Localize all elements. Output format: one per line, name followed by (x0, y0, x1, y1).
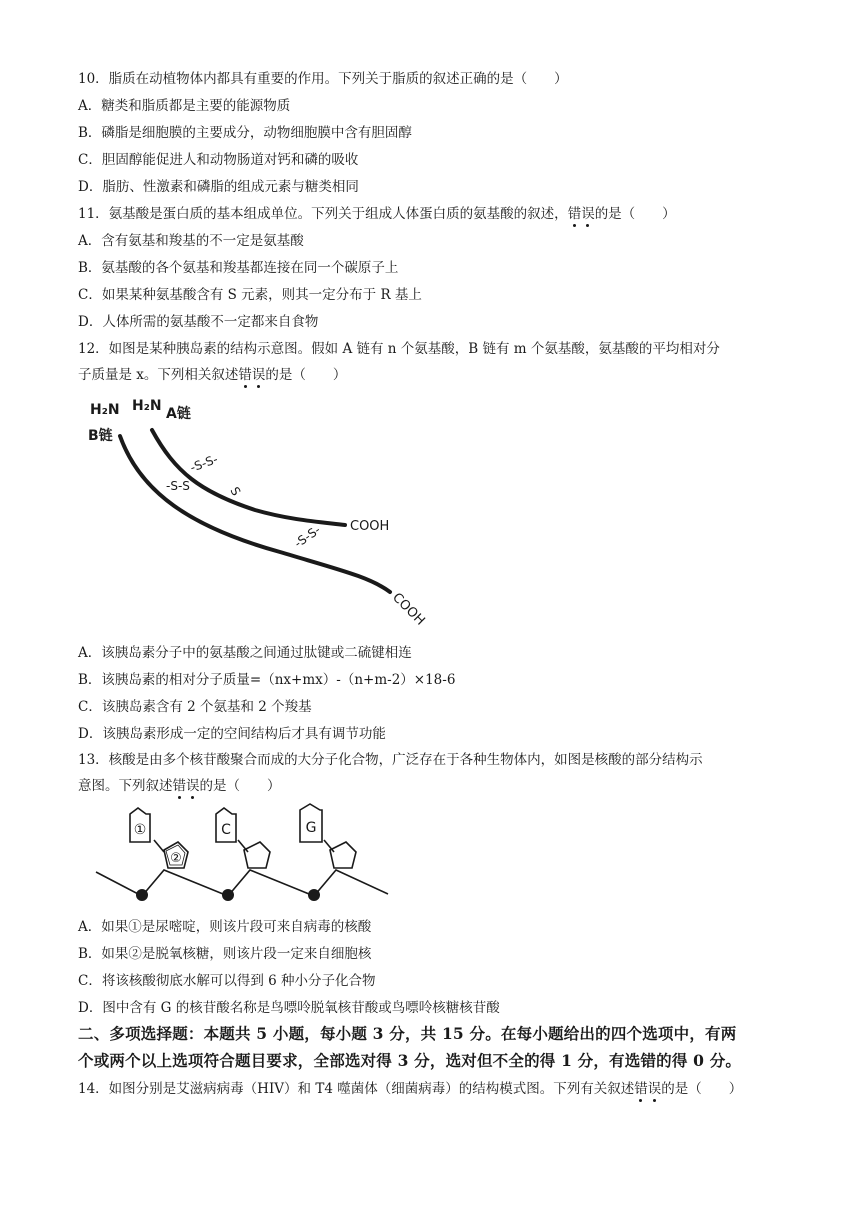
q13-option-d: D．图中含有 G 的核苷酸名称是鸟嘌呤脱氧核苷酸或鸟嘌呤核糖核苷酸 (78, 1000, 500, 1016)
b-chain-carboxyl-label: COOH (389, 590, 428, 629)
base-label-1: ① (133, 822, 147, 838)
q10-option-d: D．脂肪、性激素和磷脂的组成元素与糖类相同 (78, 179, 359, 195)
q13-option-a: A．如果①是尿嘧啶，则该片段可来自病毒的核酸 (78, 919, 372, 935)
nucleic-acid-figure (92, 800, 392, 908)
q13-stem-line2 (78, 777, 281, 795)
q13-stem-pre: 意图。下列叙述 (78, 778, 173, 794)
emphasis-char: 错 (172, 778, 186, 794)
q11-stem-post: 的是（ ） (594, 206, 676, 222)
q13-stem-post: 的是（ ） (199, 778, 281, 794)
base-label-c: C (221, 822, 231, 838)
q13-stem-line1: 13．核酸是由多个核苷酸聚合而成的大分子化合物，广泛存在于各种生物体内，如图是核酸的部分结构示 (78, 752, 703, 768)
b-chain-label: B链 (88, 428, 113, 444)
base-label-g: G (305, 820, 317, 836)
emphasis-char: 误 (581, 206, 595, 222)
q11-option-a: A．含有氨基和羧基的不一定是氨基酸 (78, 233, 304, 249)
q10-stem: 10．脂质在动植物体内都具有重要的作用。下列关于脂质的叙述正确的是（ ） (78, 71, 568, 87)
disulfide-bond-2: -S-S (166, 479, 190, 493)
q11-option-b: B．氨基酸的各个氨基和羧基都连接在同一个碳原子上 (78, 260, 399, 276)
disulfide-bond-1: -S-S- (188, 452, 220, 475)
pentose-sugar-3 (330, 842, 356, 868)
glycosidic-bond-2 (238, 840, 248, 852)
q12-stem-line1: 12．如图是某种胰岛素的结构示意图。假如 A 链有 n 个氨基酸，B 链有 m 个氨基酸，氨基酸的平均相对分 (78, 341, 720, 357)
disulfide-bond-3: -S-S- (291, 522, 323, 551)
q14-stem-post: 的是（ ） (661, 1081, 743, 1097)
q12-option-a: A．该胰岛素分子中的氨基酸之间通过肽键或二硫键相连 (78, 645, 412, 661)
emphasis-char: 误 (251, 367, 266, 383)
emphasis-char: 错 (238, 367, 252, 383)
q10-option-b: B．磷脂是细胞膜的主要成分，动物细胞膜中含有胆固醇 (78, 125, 412, 141)
b-chain-amino-label: H₂N (90, 402, 120, 418)
emphasis-char: 错 (634, 1081, 648, 1097)
q10-option-a: A．糖类和脂质都是主要的能源物质 (78, 98, 291, 114)
q14-stem (78, 1080, 742, 1098)
q11-option-d: D．人体所需的氨基酸不一定都来自食物 (78, 314, 319, 330)
section2-heading-line1: 二、多项选择题：本题共 5 小题，每小题 3 分，共 15 分。在每小题给出的四个选项中，有两 (78, 1024, 737, 1043)
a-chain-label: A链 (166, 406, 191, 422)
q12-stem-pre: 子质量是 x。下列相关叙述 (78, 367, 239, 383)
disulfide-bond-short: S (227, 484, 244, 499)
q13-option-c: C．将该核酸彻底水解可以得到 6 种小分子化合物 (78, 973, 376, 989)
pentose-sugar-2 (244, 842, 270, 868)
section2-heading-line2: 个或两个以上选项符合题目要求，全部选对得 3 分，选对但不全的得 1 分，有选错的得 0 分。 (78, 1051, 742, 1070)
phosphate-group-1 (136, 889, 148, 901)
q11-option-c: C．如果某种氨基酸含有 S 元素，则其一定分布于 R 基上 (78, 287, 422, 303)
q10-option-c: C．胆固醇能促进人和动物肠道对钙和磷的吸收 (78, 152, 359, 168)
emphasis-char: 误 (186, 778, 200, 794)
phosphate-group-3 (308, 889, 320, 901)
q12-stem-post: 的是（ ） (265, 367, 347, 383)
glycosidic-bond-3 (324, 840, 334, 852)
phosphate-group-2 (222, 889, 234, 901)
q14-stem-pre: 14．如图分别是艾滋病病毒（HIV）和 T4 噬菌体（细菌病毒）的结构模式图。下列有关叙述 (78, 1081, 635, 1097)
emphasis-char: 错 (567, 206, 582, 222)
q11-stem (78, 205, 676, 223)
a-chain-amino-label: H₂N (132, 398, 162, 414)
q12-option-d: D．该胰岛素形成一定的空间结构后才具有调节功能 (78, 726, 386, 742)
q13-option-b: B．如果②是脱氧核糖，则该片段一定来自细胞核 (78, 946, 372, 962)
b-chain-strand (120, 436, 390, 592)
glycosidic-bond-1 (154, 840, 164, 852)
q11-stem-pre: 11．氨基酸是蛋白质的基本组成单位。下列关于组成人体蛋白质的氨基酸的叙述， (78, 206, 568, 222)
a-chain-carboxyl-label: COOH (350, 519, 390, 534)
insulin-structure-figure (80, 392, 440, 636)
sugar-label-2: ② (170, 851, 182, 866)
q12-option-c: C．该胰岛素含有 2 个氨基和 2 个羧基 (78, 699, 312, 715)
emphasis-char: 误 (647, 1081, 662, 1097)
q12-stem-line2 (78, 366, 346, 384)
q12-option-b: B．该胰岛素的相对分子质量=（nx+mx）-（n+m-2）×18-6 (78, 672, 456, 688)
